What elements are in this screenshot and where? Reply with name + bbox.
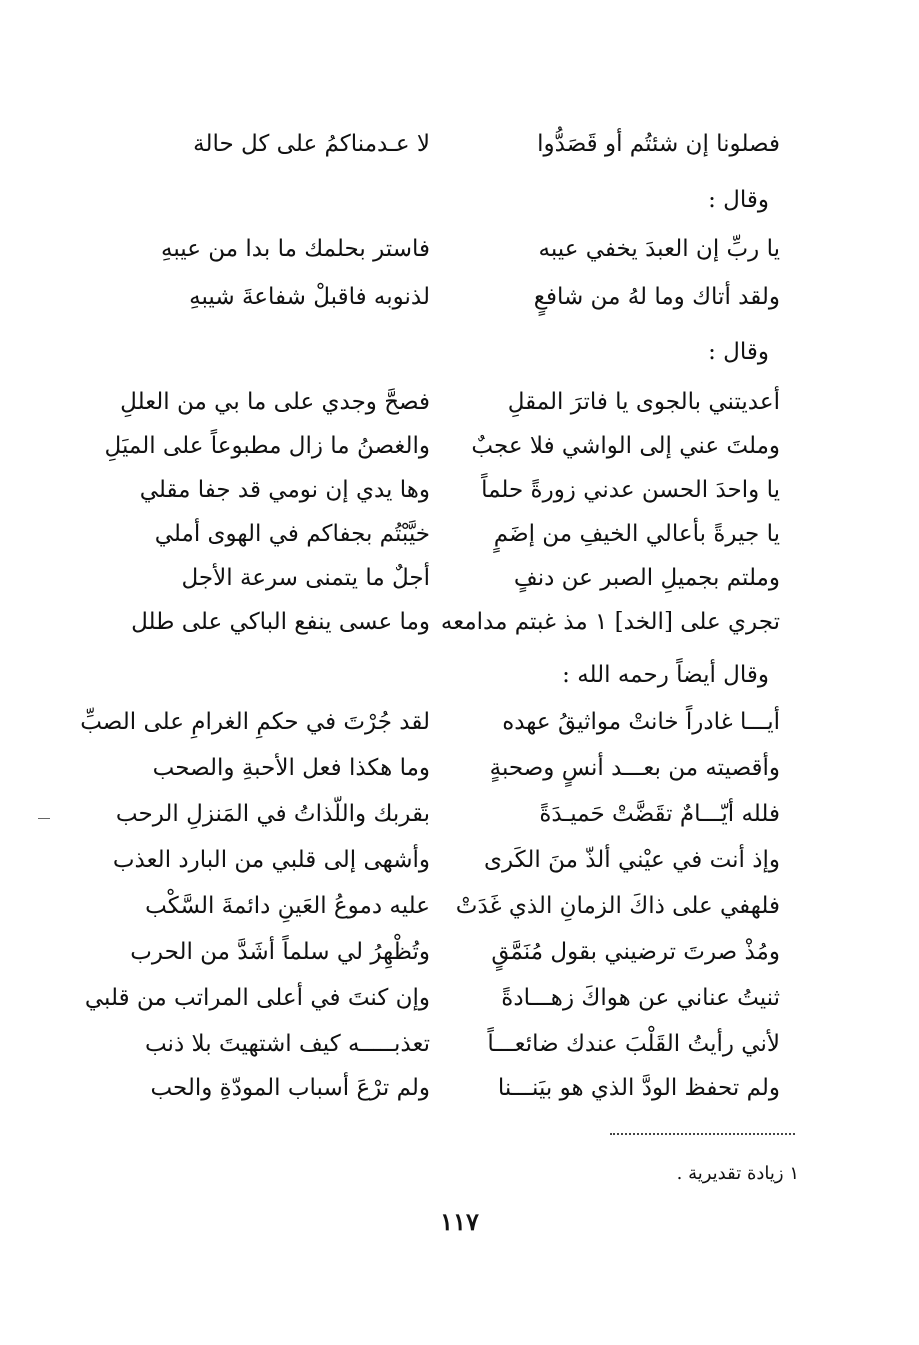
verse-second-hemistich: أجلٌ ما يتمنى سرعة الأجل xyxy=(181,565,430,591)
poem-intro: وقال : xyxy=(708,187,769,213)
verse-first-hemistich: ثنيتُ عناني عن هواكَ زهـــادةً xyxy=(501,985,780,1011)
verse-line xyxy=(100,227,780,271)
verse-first-hemistich: يا جيرةً بأعالي الخيفِ من إضَمٍ xyxy=(493,521,780,547)
page-number: ١١٧ xyxy=(440,1207,479,1236)
poem-intro: وقال : xyxy=(708,339,769,365)
footnote-separator xyxy=(610,1133,795,1135)
verse-first-hemistich: ولم تحفظ الودَّ الذي هو بيَنـــنا xyxy=(497,1075,780,1101)
verse-second-hemistich: فصحَّ وجدي على ما بي من العللِ xyxy=(120,389,430,415)
footnote: ١ زيادة تقديرية . xyxy=(676,1163,799,1184)
verse-second-hemistich: لا عـدمناكمُ على كل حالة xyxy=(193,131,430,157)
verse-second-hemistich: وها يدي إن نومي قد جفا مقلي xyxy=(139,477,430,503)
verse-first-hemistich: وملتم بجميلِ الصبر عن دنفٍ xyxy=(513,565,780,591)
verse-first-hemistich: لأني رأيتُ القَلْبَ عندك ضائعـــاً xyxy=(487,1031,780,1057)
verse-line xyxy=(80,700,780,744)
verse-first-hemistich: أيـــا غادراً خانتْ مواثيقُ عهده xyxy=(502,709,780,735)
verse-second-hemistich: خيَّبْتُم بجفاكم في الهوى أملي xyxy=(154,521,430,547)
verse-second-hemistich: لقد جُرْتَ في حكمِ الغرامِ على الصبِّ xyxy=(80,709,430,735)
verse-first-hemistich: فلهفي على ذاكَ الزمانِ الذي غَدَتْ xyxy=(455,893,780,919)
verse-second-hemistich: وما هكذا فعل الأحبةِ والصحب xyxy=(152,755,430,781)
verse-line xyxy=(100,838,780,882)
verse-line xyxy=(100,512,780,556)
verse-second-hemistich: ولم ترْعَ أسباب المودّةِ والحب xyxy=(150,1075,430,1101)
verse-line xyxy=(100,556,780,600)
verse-second-hemistich: تعذبـــــه كيف اشتهيتَ بلا ذنب xyxy=(144,1031,430,1057)
verse-second-hemistich: فاستر بحلمك ما بدا من عيبهِ xyxy=(161,236,430,262)
verse-line xyxy=(100,792,780,836)
verse-second-hemistich: وأشهى إلى قلبي من البارد العذب xyxy=(112,847,430,873)
verse-first-hemistich: ومُذْ صرتَ ترضيني بقول مُنَمَّقٍ xyxy=(491,939,780,965)
verse-line xyxy=(100,275,780,319)
verse-second-hemistich: والغصنُ ما زال مطبوعاً على الميَلِ xyxy=(104,433,430,459)
verse-line xyxy=(84,976,780,1020)
verse-second-hemistich: وما عسى ينفع الباكي على طلل xyxy=(131,609,430,635)
margin-mark xyxy=(38,818,50,819)
verse-line xyxy=(100,884,780,928)
verse-first-hemistich: تجري على [الخد] ١ مذ غبتم مدامعه xyxy=(440,609,780,635)
verse-line xyxy=(100,1066,780,1110)
verse-first-hemistich: يا واحدَ الحسن عدني زورةً حلماً xyxy=(481,477,780,503)
poem-intro: وقال أيضاً رحمه الله : xyxy=(562,662,769,688)
verse-first-hemistich: فلله أيّـــامٌ تقَضَّتْ حَميـدَةً xyxy=(539,801,780,827)
verse-second-hemistich: لذنوبه فاقبلْ شفاعةَ شيبهِ xyxy=(189,284,430,310)
verse-line xyxy=(100,468,780,512)
verse-line xyxy=(100,1022,780,1066)
verse-first-hemistich: وأقصيته من بعـــد أنسٍ وصحبةٍ xyxy=(489,755,780,781)
verse-second-hemistich: بقربك واللّذاتُ في المَنزلِ الرحب xyxy=(115,801,430,827)
verse-first-hemistich: ولقد أتاك وما لهُ من شافعٍ xyxy=(533,284,780,310)
verse-line xyxy=(100,930,780,974)
verse-first-hemistich: فصلونا إن شئتُم أو قَصَدُّوا xyxy=(537,131,780,157)
verse-second-hemistich: عليه دموعُ العَينِ دائمةَ السَّكْب xyxy=(145,893,430,919)
verse-line xyxy=(100,600,780,644)
verse-first-hemistich: أعديتني بالجوى يا فاترَ المقلِ xyxy=(507,389,780,415)
verse-first-hemistich: وملتَ عني إلى الواشي فلا عجبٌ xyxy=(471,433,780,459)
verse-line xyxy=(100,380,780,424)
verse-first-hemistich: وإذ أنت في عيْني ألذّ منَ الكَرى xyxy=(483,847,780,873)
verse-second-hemistich: وتُظْهِرُ لي سلماً أشَدَّ من الحرب xyxy=(130,939,430,965)
verse-line xyxy=(100,424,780,468)
verse-line xyxy=(100,746,780,790)
verse-line xyxy=(100,122,780,166)
verse-second-hemistich: وإن كنتَ في أعلى المراتب من قلبي xyxy=(84,985,430,1011)
verse-first-hemistich: يا ربِّ إن العبدَ يخفي عيبه xyxy=(538,236,780,262)
